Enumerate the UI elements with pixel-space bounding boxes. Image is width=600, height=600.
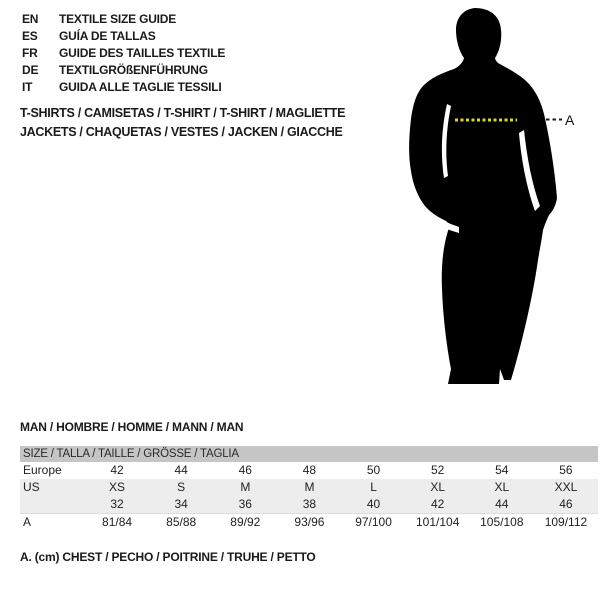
size-cell: 97/100	[355, 515, 392, 529]
section-title-man: MAN / HOMBRE / HOMME / MANN / MAN	[20, 420, 244, 434]
size-cell: S	[177, 480, 186, 494]
size-cell: 85/88	[166, 515, 197, 529]
size-cell: 101/104	[415, 515, 460, 529]
size-cell: 50	[366, 463, 381, 477]
size-cell: M	[304, 480, 315, 494]
language-label: TEXTILGRÖßENFÜHRUNG	[59, 63, 208, 77]
man-silhouette	[405, 2, 580, 400]
language-list	[22, 11, 225, 96]
size-cell: 42	[431, 497, 445, 511]
language-row-fr	[22, 45, 225, 62]
size-cell: 44	[495, 497, 509, 511]
size-cell: 48	[302, 463, 317, 477]
language-code: FR	[22, 46, 38, 60]
language-code: EN	[22, 12, 39, 26]
size-cell: 89/92	[230, 515, 261, 529]
size-cell: 32	[110, 497, 124, 511]
size-cell: 81/84	[102, 515, 133, 529]
measure-label-a: A	[565, 112, 575, 128]
size-cell: 109/112	[544, 515, 588, 529]
size-table-header: SIZE / TALLA / TAILLE / GRÖSSE / TAGLIA	[20, 446, 598, 462]
table-row-us	[20, 479, 598, 496]
size-cell: XXL	[554, 480, 578, 494]
measurement-footnote: A. (cm) CHEST / PECHO / POITRINE / TRUHE / PETTO	[20, 550, 316, 564]
row-label	[20, 496, 85, 513]
size-cell: L	[370, 480, 377, 494]
size-cell: M	[240, 480, 251, 494]
row-label: Europe	[23, 463, 62, 477]
size-cell: 56	[559, 463, 573, 477]
language-row-it	[22, 79, 225, 96]
product-line-jackets: JACKETS / CHAQUETAS / VESTES / JACKEN / GIACCHE	[20, 125, 343, 139]
language-label: GUÍA DE TALLAS	[59, 29, 156, 43]
language-row-es	[22, 28, 225, 45]
size-cell: 93/96	[294, 515, 325, 529]
size-table	[20, 446, 598, 531]
language-row-en	[22, 11, 225, 28]
size-cell: 105/108	[480, 515, 524, 529]
language-code: ES	[22, 29, 38, 43]
size-cell: 38	[302, 497, 317, 511]
size-cell: 44	[174, 463, 188, 477]
language-row-de	[22, 62, 225, 79]
language-label: GUIDA ALLE TAGLIE TESSILI	[59, 80, 222, 94]
language-code: DE	[22, 63, 39, 77]
table-row-us-numeric	[20, 496, 598, 513]
size-cell: XL	[494, 480, 510, 494]
size-cell: 42	[110, 463, 124, 477]
size-cell: 52	[431, 463, 445, 477]
size-cell: XL	[430, 480, 446, 494]
size-cell: 54	[495, 463, 509, 477]
product-categories	[20, 104, 345, 142]
size-cell: 34	[174, 497, 188, 511]
size-cell: 46	[238, 463, 252, 477]
table-row-europe	[20, 462, 598, 479]
size-cell: XS	[109, 480, 126, 494]
row-label: US	[23, 480, 40, 494]
size-cell: 36	[238, 497, 252, 511]
language-label: TEXTILE SIZE GUIDE	[59, 12, 177, 26]
language-code: IT	[22, 80, 33, 94]
size-cell: 40	[366, 497, 381, 511]
row-label: A	[23, 515, 32, 529]
product-line-tshirts: T-SHIRTS / CAMISETAS / T-SHIRT / T-SHIRT / MAGLIETTE	[20, 106, 346, 120]
size-cell: 46	[559, 497, 573, 511]
language-label: GUIDE DES TAILLES TEXTILE	[59, 46, 226, 60]
table-row-chest	[20, 513, 598, 531]
